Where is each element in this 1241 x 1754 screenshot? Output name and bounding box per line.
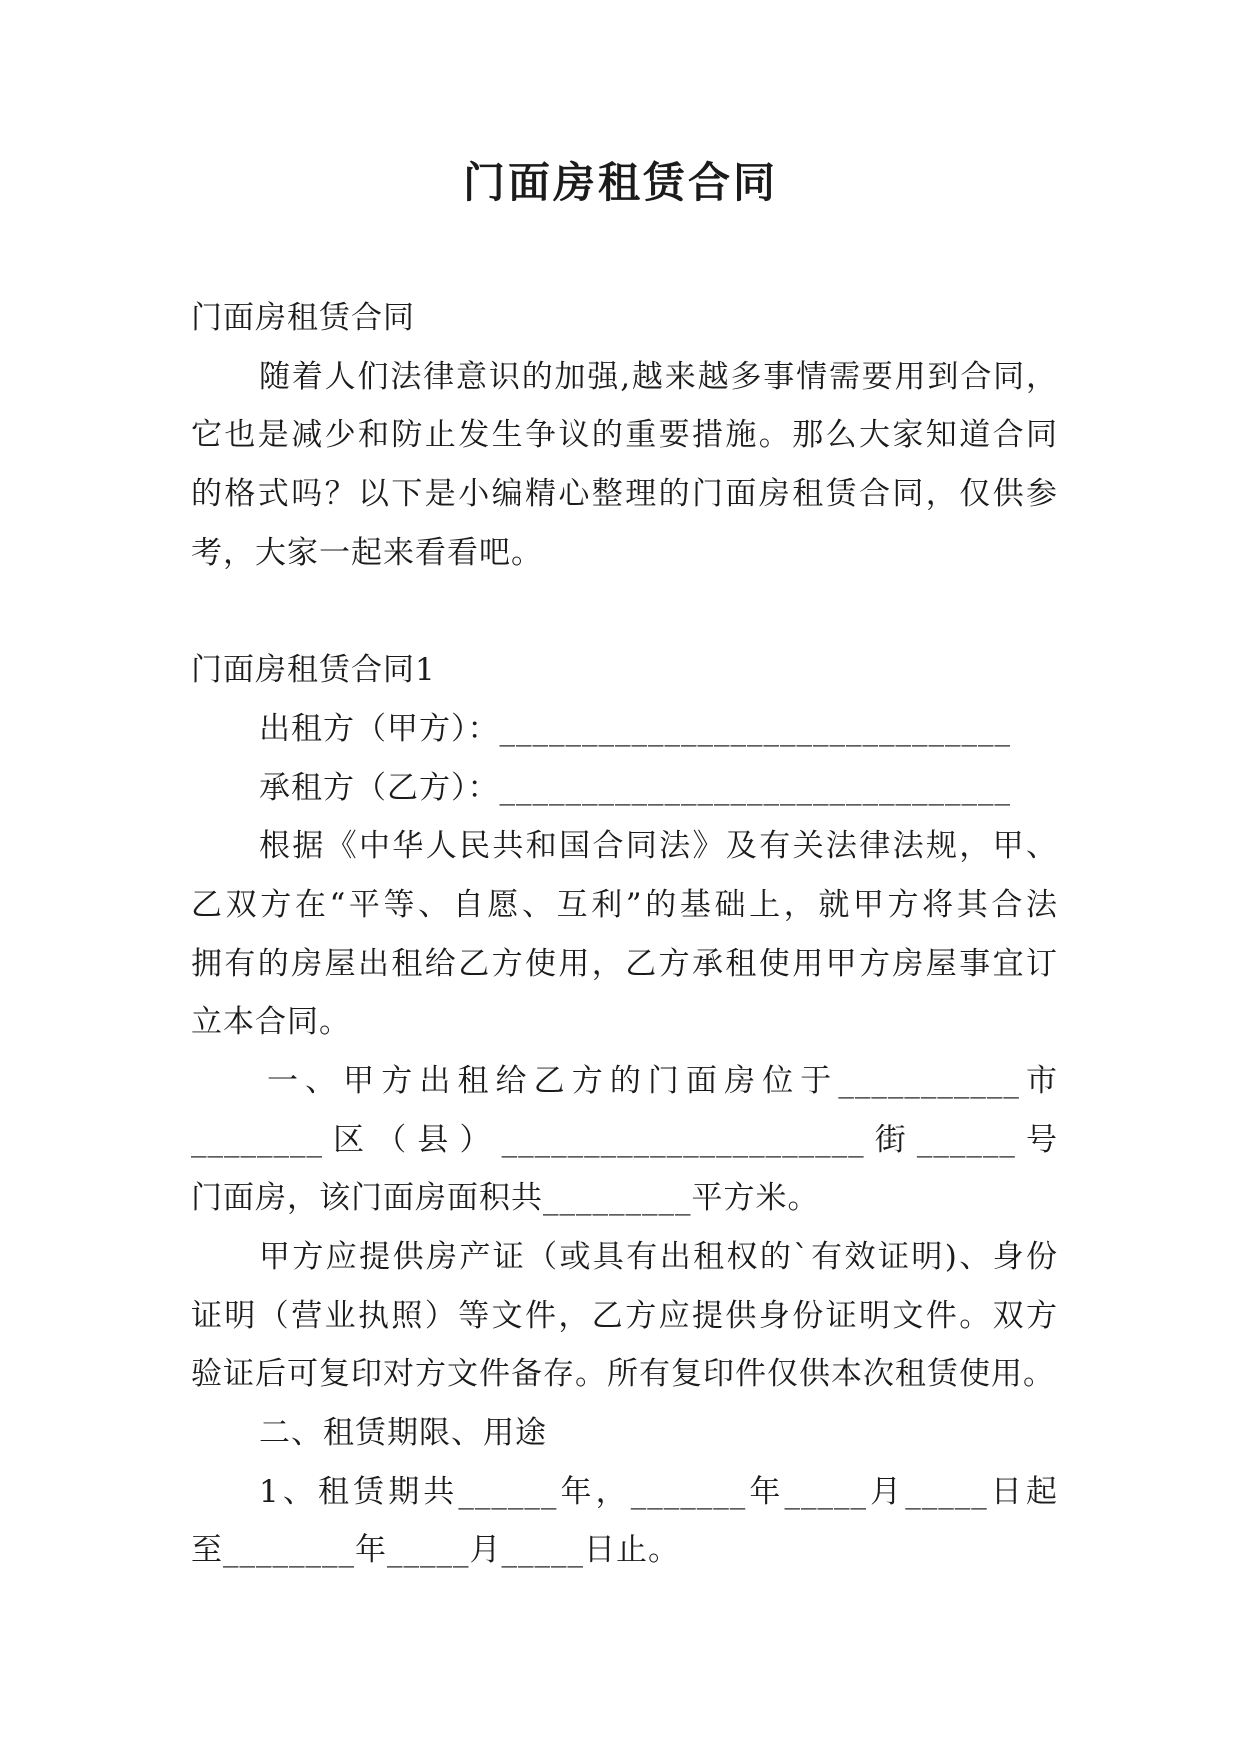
contract-heading: 门面房租赁合同1 <box>191 652 436 689</box>
lessee-line: 承租方（乙方）：_______________________________ <box>259 769 1011 806</box>
blank-line <box>191 582 1058 641</box>
term-line: 至________年_____月_____日止。 <box>191 1532 680 1569</box>
doc-heading: 门面房租赁合同 <box>191 300 415 336</box>
section2-heading: 二、租赁期限、用途 <box>259 1415 547 1452</box>
preamble-line: 根据《中华人民共和国合同法》及有关法律法规，甲、 <box>259 828 1058 865</box>
doc-title: 门面房租赁合同 <box>462 158 778 207</box>
clause1-line: ________区（县）______________________街______号 <box>191 1121 1058 1158</box>
clause1-docs-line: 证明（营业执照）等文件，乙方应提供身份证明文件。双方 <box>191 1297 1058 1334</box>
intro-line: 的格式吗？以下是小编精心整理的门面房租赁合同，仅供参 <box>191 476 1058 513</box>
term-line: 1、租赁期共______年，_______年_____月_____日起 <box>259 1473 1058 1510</box>
clause1-docs-line: 验证后可复印对方文件备存。所有复印件仅供本次租赁使用。 <box>191 1356 1055 1393</box>
intro-line: 它也是减少和防止发生争议的重要措施。那么大家知道合同 <box>191 417 1058 454</box>
clause1-line: 门面房，该门面房面积共_________平方米。 <box>191 1180 820 1217</box>
preamble-line: 乙双方在“平等、自愿、互利”的基础上，就甲方将其合法 <box>191 886 1058 923</box>
preamble-line: 立本合同。 <box>191 1004 351 1041</box>
lessor-line: 出租方（甲方）：_______________________________ <box>259 710 1011 747</box>
intro-line: 考，大家一起来看看吧。 <box>191 534 543 571</box>
doc-body <box>191 289 1058 1580</box>
intro-line: 随着人们法律意识的加强,越来越多事情需要用到合同， <box>259 358 1058 395</box>
clause1-line: 一、甲方出租给乙方的门面房位于___________市 <box>267 1062 1058 1099</box>
preamble-line: 拥有的房屋出租给乙方使用，乙方承租使用甲方房屋事宜订 <box>191 945 1058 982</box>
clause1-docs-line: 甲方应提供房产证（或具有出租权的`有效证明)、身份 <box>259 1239 1058 1275</box>
